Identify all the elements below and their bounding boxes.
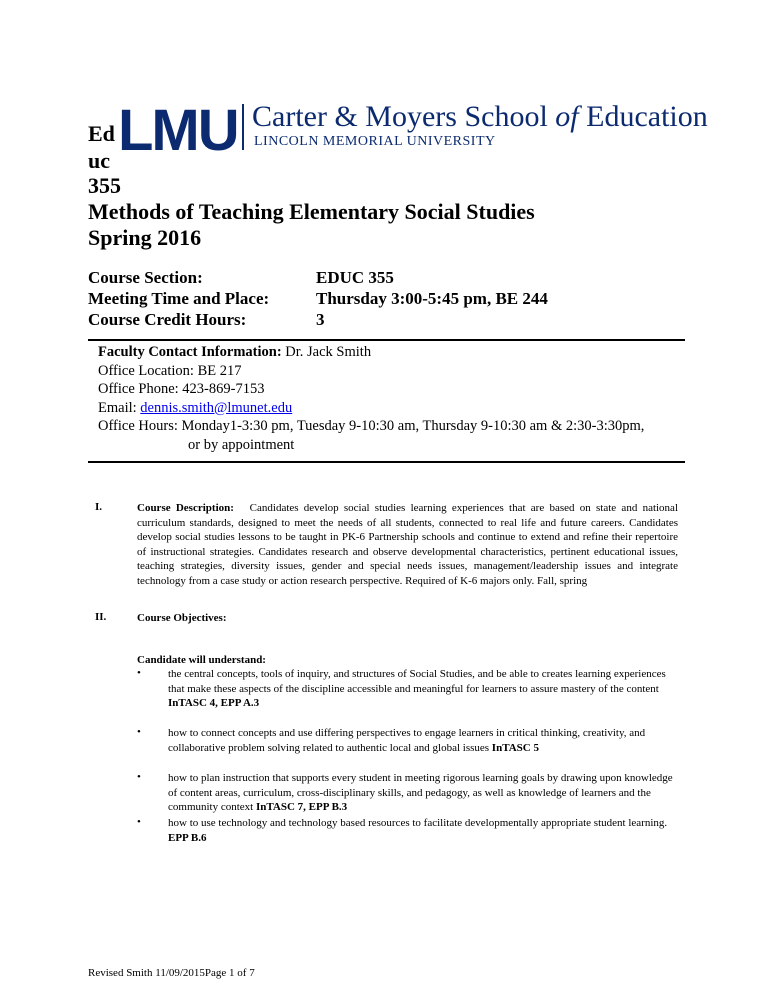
label-credit-hours: Course Credit Hours: xyxy=(88,310,247,329)
university-name: LINCOLN MEMORIAL UNIVERSITY xyxy=(254,134,496,149)
school-of: of xyxy=(555,100,579,133)
divider-bottom xyxy=(88,461,685,463)
label-meeting-time: Meeting Time and Place: xyxy=(88,289,270,308)
section-2-numeral: II. xyxy=(95,611,107,623)
value-credit-hours: 3 xyxy=(316,310,325,329)
objective-item: how to connect concepts and use differing perspectives to engage learners in critical thinking, creativity, and collaborative problem solving related to authentic local and global issues InTASC 5 xyxy=(168,727,646,754)
objectives-intro: Candidate will understand: xyxy=(137,654,266,666)
value-meeting-time: Thursday 3:00-5:45 pm, BE 244 xyxy=(316,289,548,308)
value-course-section: EDUC 355 xyxy=(316,268,394,287)
section-1-numeral: I. xyxy=(95,501,103,513)
course-objectives-heading: Course Objectives: xyxy=(137,612,227,624)
course-info-values xyxy=(316,267,548,330)
lmu-logo-mark: LMU xyxy=(118,98,238,163)
objective-item: how to use technology and technology based resources to facilitate developmentally appropriate student learning. EPP B.6 xyxy=(168,817,668,844)
bullet-3: • xyxy=(137,771,141,783)
school-prefix: Carter & Moyers School xyxy=(252,100,556,133)
course-info-labels xyxy=(88,267,269,330)
email-link[interactable]: dennis.smith@lmunet.edu xyxy=(140,399,293,416)
term: Spring 2016 xyxy=(88,225,202,250)
objective-item: the central concepts, tools of inquiry, and structures of Social Studies, and be able to creates learning experiences that make these aspects of the discipline accessible and meaningful for learners to assure mastery of the content InTASC 4, EPP A.3 xyxy=(168,668,666,710)
office-hours: Office Hours: Monday1-3:30 pm, Tuesday 9-10:30 am, Thursday 9-10:30 am & 2:30-3:30pm, xyxy=(98,418,645,434)
label-course-section: Course Section: xyxy=(88,268,203,287)
faculty-contact xyxy=(98,343,644,454)
course-description xyxy=(137,501,678,589)
header-line-3: 355 xyxy=(88,173,121,198)
school-suffix: Education xyxy=(578,100,708,133)
course-description-text: Candidates develop social studies learning experiences that are based on state and national curriculum standards, designed to meet the needs of all students, connected to real life and future careers. Candidates develop social studies lessons to be taught in PK-6 Partnership schools and continue to extend and refine their repertoire of instructional strategies. Candidates research and observe developmental characteristics, pertinent educational issues, teaching strategies, diversity issues, gender and special needs issues, management/leadership issues and integrate technology from a case study or action research perspective. Required of K-6 majors only. Fall, spring xyxy=(137,502,678,587)
office-location: Office Location: BE 217 xyxy=(98,362,242,379)
header-line-1: Ed xyxy=(88,121,115,146)
header-line-2: uc xyxy=(88,148,110,173)
office-hours-cont: or by appointment xyxy=(188,436,295,453)
logo-divider xyxy=(242,104,244,150)
school-name xyxy=(252,101,708,133)
bullet-1: • xyxy=(137,667,141,679)
faculty-name: Dr. Jack Smith xyxy=(285,344,372,360)
course-title: Methods of Teaching Elementary Social Studies xyxy=(88,199,535,224)
email-label: Email: xyxy=(98,399,137,416)
objective-item: how to plan instruction that supports every student in meeting rigorous learning goals by drawing upon knowledge of content areas, curriculum, cross-disciplinary skills, and pedagogy, as well as knowledge of learners and the community context InTASC 7, EPP B.3 xyxy=(168,772,673,814)
contact-heading: Faculty Contact Information: xyxy=(98,344,282,360)
page-footer: Revised Smith 11/09/2015Page 1 of 7 xyxy=(88,967,255,979)
bullet-4: • xyxy=(137,816,141,828)
office-phone: Office Phone: 423-869-7153 xyxy=(98,381,265,397)
bullet-2: • xyxy=(137,726,141,738)
divider-top xyxy=(88,339,685,341)
course-description-heading: Course Description: xyxy=(137,502,234,514)
